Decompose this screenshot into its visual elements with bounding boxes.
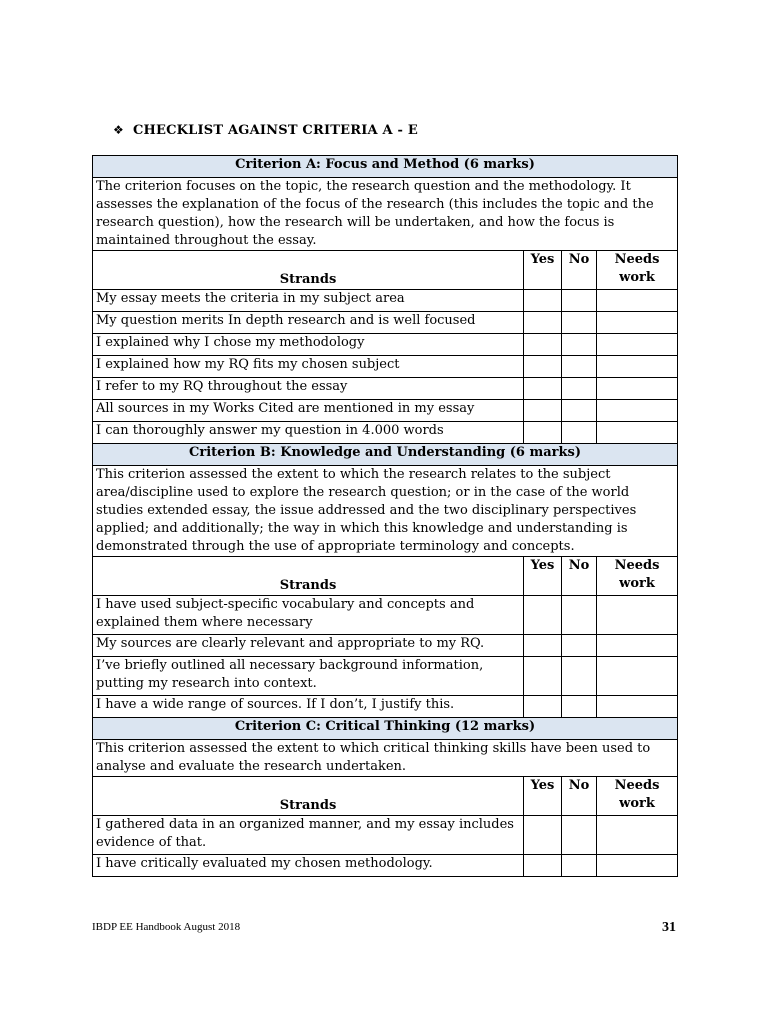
yes-column-header: Yes (524, 557, 562, 596)
yes-checkbox-cell[interactable] (524, 596, 562, 635)
no-column-header: No (562, 557, 597, 596)
no-checkbox-cell[interactable] (562, 657, 597, 696)
strand-row (93, 696, 678, 718)
yes-column-header: Yes (524, 251, 562, 290)
no-checkbox-cell[interactable] (562, 378, 597, 400)
strand-text: I’ve briefly outlined all necessary background information, putting my research into context. (93, 657, 524, 696)
strand-row (93, 334, 678, 356)
yes-column-header: Yes (524, 777, 562, 816)
criterion-b-description-row (93, 466, 678, 557)
strand-row (93, 378, 678, 400)
strand-text: My sources are clearly relevant and appropriate to my RQ. (93, 635, 524, 657)
needs-work-checkbox-cell[interactable] (597, 816, 678, 855)
strands-column-header: Strands (93, 557, 524, 596)
criterion-a-description-row (93, 178, 678, 251)
needs-work-checkbox-cell[interactable] (597, 422, 678, 444)
yes-checkbox-cell[interactable] (524, 290, 562, 312)
strands-column-header: Strands (93, 251, 524, 290)
criterion-b-column-header-row (93, 557, 678, 596)
strand-row (93, 422, 678, 444)
strand-row (93, 400, 678, 422)
strand-text: I explained how my RQ fits my chosen subject (93, 356, 524, 378)
strand-row (93, 312, 678, 334)
checklist-title: CHECKLIST AGAINST CRITERIA A - E (133, 123, 418, 138)
needs-work-checkbox-cell[interactable] (597, 290, 678, 312)
no-checkbox-cell[interactable] (562, 855, 597, 877)
no-column-header: No (562, 777, 597, 816)
criterion-a-title: Criterion A: Focus and Method (6 marks) (93, 156, 678, 178)
no-checkbox-cell[interactable] (562, 635, 597, 657)
criterion-b-description: This criterion assessed the extent to which the research relates to the subject area/discipline used to explore the research question; or in the case of the world studies extended essay, the issue addressed and the two disciplinary perspectives applied; and additionally; the way in which this knowledge and understanding is demonstrated through the use of appropriate terminology and concepts. (93, 466, 678, 557)
yes-checkbox-cell[interactable] (524, 855, 562, 877)
criterion-c-description-row (93, 740, 678, 777)
yes-checkbox-cell[interactable] (524, 657, 562, 696)
footer-handbook-label: IBDP EE Handbook August 2018 (92, 921, 241, 933)
strand-text: I can thoroughly answer my question in 4.000 words (93, 422, 524, 444)
strand-text: I gathered data in an organized manner, and my essay includes evidence of that. (93, 816, 524, 855)
needs-work-column-header: Needs work (597, 777, 678, 816)
yes-checkbox-cell[interactable] (524, 334, 562, 356)
needs-work-checkbox-cell[interactable] (597, 378, 678, 400)
needs-work-checkbox-cell[interactable] (597, 855, 678, 877)
no-column-header: No (562, 251, 597, 290)
strand-text: I have a wide range of sources. If I don’t, I justify this. (93, 696, 524, 718)
yes-checkbox-cell[interactable] (524, 422, 562, 444)
yes-checkbox-cell[interactable] (524, 378, 562, 400)
needs-work-checkbox-cell[interactable] (597, 356, 678, 378)
criterion-b-title: Criterion B: Knowledge and Understanding (6 marks) (93, 444, 678, 466)
strands-column-header: Strands (93, 777, 524, 816)
checklist-heading (113, 123, 418, 138)
strand-row (93, 635, 678, 657)
yes-checkbox-cell[interactable] (524, 635, 562, 657)
no-checkbox-cell[interactable] (562, 312, 597, 334)
yes-checkbox-cell[interactable] (524, 696, 562, 718)
no-checkbox-cell[interactable] (562, 422, 597, 444)
diamond-bullet-icon: ❖ (113, 123, 124, 137)
yes-checkbox-cell[interactable] (524, 312, 562, 334)
criterion-c-header-row (93, 718, 678, 740)
no-checkbox-cell[interactable] (562, 816, 597, 855)
no-checkbox-cell[interactable] (562, 334, 597, 356)
strand-row (93, 356, 678, 378)
criterion-b-header-row (93, 444, 678, 466)
needs-work-checkbox-cell[interactable] (597, 635, 678, 657)
no-checkbox-cell[interactable] (562, 596, 597, 635)
strand-row (93, 816, 678, 855)
strand-row (93, 855, 678, 877)
strand-text: I refer to my RQ throughout the essay (93, 378, 524, 400)
needs-work-checkbox-cell[interactable] (597, 334, 678, 356)
no-checkbox-cell[interactable] (562, 290, 597, 312)
no-checkbox-cell[interactable] (562, 400, 597, 422)
needs-work-column-header: Needs work (597, 557, 678, 596)
needs-work-checkbox-cell[interactable] (597, 596, 678, 635)
yes-checkbox-cell[interactable] (524, 400, 562, 422)
strand-text: I explained why I chose my methodology (93, 334, 524, 356)
needs-work-column-header: Needs work (597, 251, 678, 290)
needs-work-checkbox-cell[interactable] (597, 696, 678, 718)
page-number: 31 (662, 920, 676, 935)
needs-work-checkbox-cell[interactable] (597, 400, 678, 422)
strand-text: I have critically evaluated my chosen methodology. (93, 855, 524, 877)
strand-text: All sources in my Works Cited are mentioned in my essay (93, 400, 524, 422)
strand-text: My essay meets the criteria in my subject area (93, 290, 524, 312)
criterion-c-title: Criterion C: Critical Thinking (12 marks) (93, 718, 678, 740)
criterion-c-column-header-row (93, 777, 678, 816)
criterion-c-description: This criterion assessed the extent to which critical thinking skills have been used to analyse and evaluate the research undertaken. (93, 740, 678, 777)
needs-work-checkbox-cell[interactable] (597, 312, 678, 334)
criterion-a-description: The criterion focuses on the topic, the research question and the methodology. It assesses the explanation of the focus of the research (this includes the topic and the research question), how the research will be undertaken, and how the focus is maintained throughout the essay. (93, 178, 678, 251)
strand-row (93, 290, 678, 312)
strand-text: I have used subject-specific vocabulary and concepts and explained them where necessary (93, 596, 524, 635)
strand-text: My question merits In depth research and is well focused (93, 312, 524, 334)
yes-checkbox-cell[interactable] (524, 816, 562, 855)
no-checkbox-cell[interactable] (562, 696, 597, 718)
needs-work-checkbox-cell[interactable] (597, 657, 678, 696)
strand-row (93, 596, 678, 635)
no-checkbox-cell[interactable] (562, 356, 597, 378)
strand-row (93, 657, 678, 696)
criterion-a-header-row (93, 156, 678, 178)
criterion-a-column-header-row (93, 251, 678, 290)
yes-checkbox-cell[interactable] (524, 356, 562, 378)
criteria-checklist-table (92, 155, 678, 877)
